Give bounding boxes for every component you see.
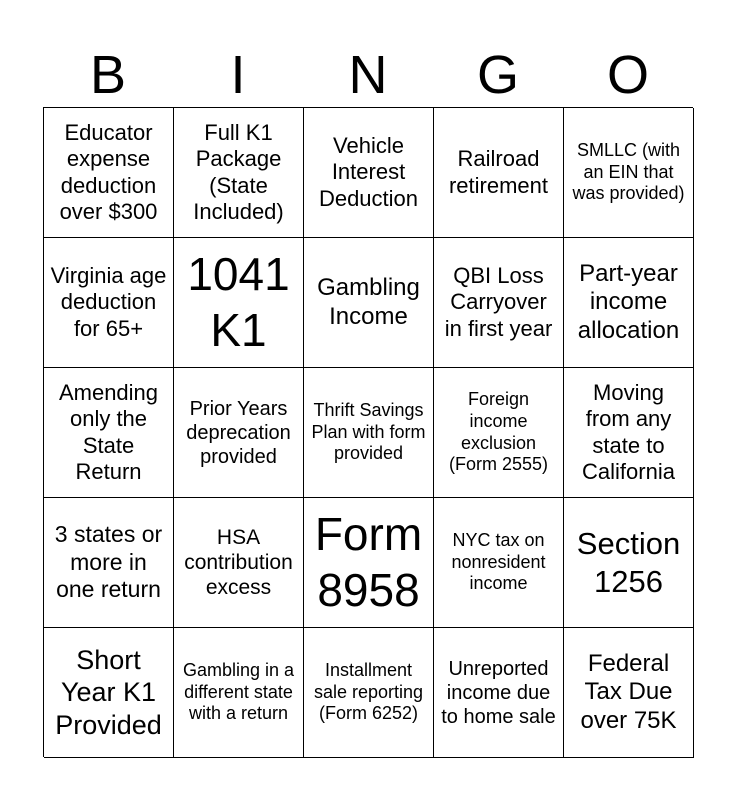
header-letter-i: I	[230, 45, 246, 105]
bingo-cell-r4-c3[interactable]: Form 8958	[304, 498, 434, 628]
header-letter-g: G	[476, 45, 519, 105]
bingo-cell-r3-c3[interactable]: Thrift Savings Plan with form provided	[304, 368, 434, 498]
bingo-cell-r3-c2[interactable]: Prior Years deprecation provided	[174, 368, 304, 498]
header-letter-o: O	[606, 45, 649, 105]
bingo-cell-r4-c2[interactable]: HSA contribution excess	[174, 498, 304, 628]
bingo-cell-r1-c5[interactable]: SMLLC (with an EIN that was provided)	[564, 108, 694, 238]
bingo-header	[43, 44, 693, 106]
bingo-cell-r1-c2[interactable]: Full K1 Package (State Included)	[174, 108, 304, 238]
bingo-cell-r1-c4[interactable]: Railroad retirement	[434, 108, 564, 238]
bingo-board	[43, 107, 693, 757]
bingo-cell-r4-c5[interactable]: Section 1256	[564, 498, 694, 628]
bingo-cell-r2-c1[interactable]: Virginia age deduction for 65+	[44, 238, 174, 368]
bingo-cell-r3-c4[interactable]: Foreign income exclusion (Form 2555)	[434, 368, 564, 498]
bingo-cell-r1-c3[interactable]: Vehicle Interest Deduction	[304, 108, 434, 238]
bingo-cell-r4-c1[interactable]: 3 states or more in one return	[44, 498, 174, 628]
bingo-cell-r2-c4[interactable]: QBI Loss Carryover in first year	[434, 238, 564, 368]
bingo-cell-r5-c2[interactable]: Gambling in a different state with a return	[174, 628, 304, 758]
bingo-cell-r5-c3[interactable]: Installment sale reporting (Form 6252)	[304, 628, 434, 758]
bingo-cell-r5-c4[interactable]: Unreported income due to home sale	[434, 628, 564, 758]
bingo-cell-r3-c5[interactable]: Moving from any state to California	[564, 368, 694, 498]
bingo-cell-r2-c2[interactable]: 1041 K1	[174, 238, 304, 368]
bingo-cell-r2-c3[interactable]: Gambling Income	[304, 238, 434, 368]
bingo-cell-r3-c1[interactable]: Amending only the State Return	[44, 368, 174, 498]
bingo-cell-r5-c5[interactable]: Federal Tax Due over 75K	[564, 628, 694, 758]
header-letter-n: N	[348, 45, 388, 105]
bingo-cell-r2-c5[interactable]: Part-year income allocation	[564, 238, 694, 368]
bingo-cell-r5-c1[interactable]: Short Year K1 Provided	[44, 628, 174, 758]
bingo-cell-r1-c1[interactable]: Educator expense deduction over $300	[44, 108, 174, 238]
header-letter-b: B	[89, 45, 127, 105]
bingo-cell-r4-c4[interactable]: NYC tax on nonresident income	[434, 498, 564, 628]
